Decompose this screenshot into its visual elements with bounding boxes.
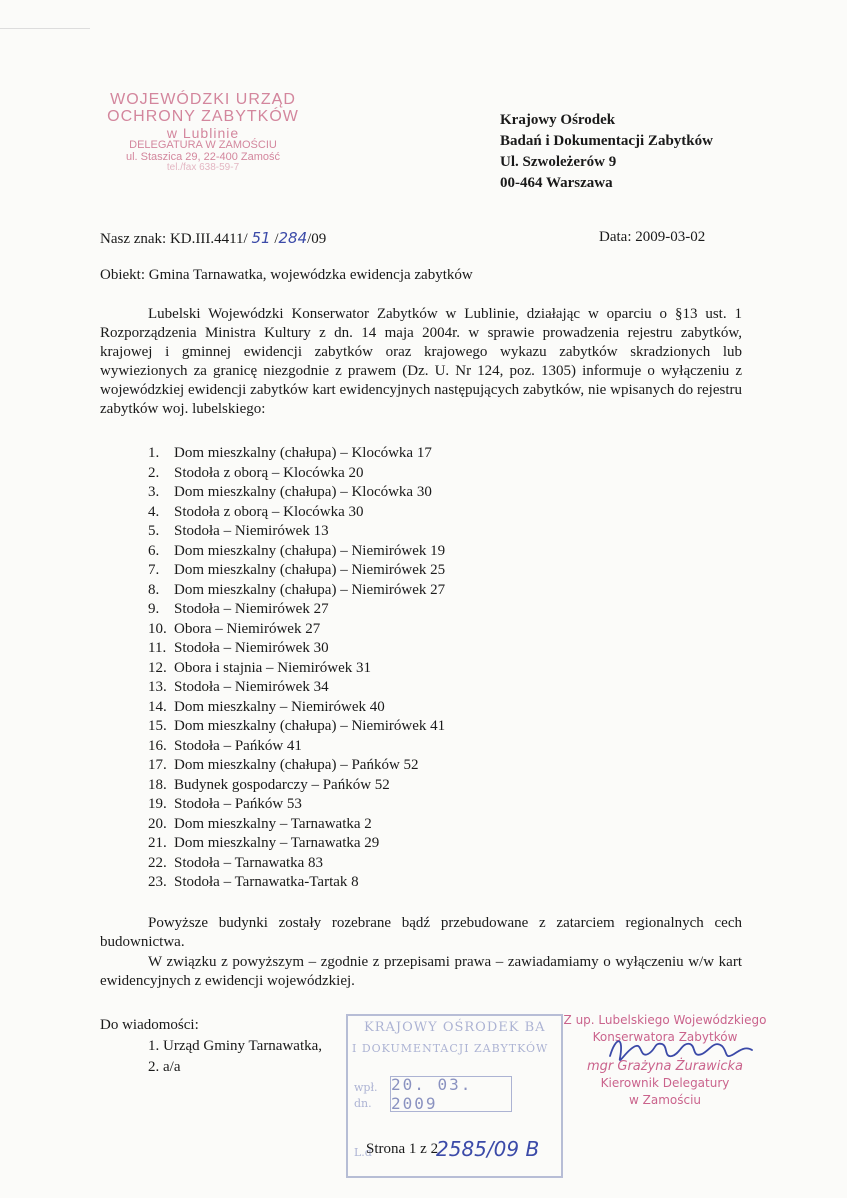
list-item-number: 1. xyxy=(148,445,160,461)
list-item xyxy=(148,522,445,542)
list-item-number: 11. xyxy=(148,640,167,656)
list-item-text: Dom mieszkalny (chałupa) – Niemirówek 41 xyxy=(174,718,446,734)
list-item-text: Stodoła – Tarnawatka 83 xyxy=(174,854,324,871)
recipient-line: Badań i Dokumentacji Zabytków xyxy=(500,133,713,149)
handwritten-registration: 2585/09 B xyxy=(436,1137,540,1161)
list-item-text: Dom mieszkalny – Tarnawatka 29 xyxy=(174,835,380,851)
list-item xyxy=(148,503,445,523)
recipient-line: 00-464 Warszawa xyxy=(500,175,613,191)
list-item-number: 2. xyxy=(148,464,160,481)
closing-paragraph-2: W związku z powyższym – zgodnie z przepisami prawa – zawiadamiamy o wyłączeniu w/w kart ewidencyjnych z ewidencji wojewódzkiej. xyxy=(100,954,742,989)
stamp-line: WOJEWÓDZKI URZĄD xyxy=(110,91,296,108)
recipient-address xyxy=(500,110,713,194)
stamp-line: OCHRONY ZABYTKÓW xyxy=(107,107,299,125)
list-item-number: 13. xyxy=(148,679,167,695)
list-item-text: Stodoła z oborą – Klocówka 20 xyxy=(174,464,364,481)
signature-stamp-line: Z up. Lubelskiego Wojewódzkiego xyxy=(563,1013,767,1027)
reference-handwritten-2: 284 xyxy=(278,229,308,247)
handwritten-signature xyxy=(606,1028,756,1068)
list-item-text: Stodoła – Niemirówek 30 xyxy=(174,640,329,656)
list-item-text: Stodoła – Niemirówek 27 xyxy=(174,601,329,617)
stamp-line: DELEGATURA W ZAMOŚCIU xyxy=(129,139,277,152)
office-stamp xyxy=(83,92,323,174)
list-item-number: 21. xyxy=(148,835,167,851)
receipt-date: 20. 03. 2009 xyxy=(390,1076,512,1112)
reference-handwritten-1: 51 xyxy=(251,229,271,247)
main-paragraph: Lubelski Wojewódzki Konserwator Zabytków w Lublinie, działając w oparciu o §13 ust. 1 Rozporządzenia Ministra Kultury z dn. 14 maja 2004r. w sprawie prowadzenia rejestru zabytków, krajowej i gminnej ewidencji zabytków oraz krajowego wykazu zabytków skradzionych lub wywiezionych za granicę niezgodnie z prawem (Dz. U. Nr 124, poz. 1305) informuje o wyłączeniu z wojewódzkiej ewidencji zabytków kart ewidencyjnych następujących zabytków, nie wpisanych do rejestru zabytków woj. lubelskiego: xyxy=(100,306,742,417)
list-item-number: 18. xyxy=(148,776,167,793)
list-item-text: Budynek gospodarczy – Pańków 52 xyxy=(174,776,390,793)
signature-stamp-line: mgr Grażyna Żurawicka xyxy=(587,1059,743,1074)
list-item xyxy=(148,717,445,737)
list-item xyxy=(148,756,445,776)
list-item xyxy=(148,834,445,854)
list-item xyxy=(148,542,445,562)
list-item-text: Stodoła – Pańków 53 xyxy=(174,796,302,812)
list-item-text: Stodoła – Niemirówek 34 xyxy=(174,679,329,695)
list-item xyxy=(148,620,445,640)
list-item-number: 17. xyxy=(148,757,167,773)
list-item-text: Dom mieszkalny – Niemirówek 40 xyxy=(174,698,385,715)
cc-title: Do wiadomości: xyxy=(100,1017,199,1033)
list-item-number: 7. xyxy=(148,562,160,578)
list-item xyxy=(148,737,445,757)
list-item-text: Dom mieszkalny – Tarnawatka 2 xyxy=(174,815,372,832)
reference-sep: / xyxy=(270,231,279,247)
list-item-text: Dom mieszkalny (chałupa) – Pańków 52 xyxy=(174,757,419,773)
closing-paragraph-1: Powyższe budynki zostały rozebrane bądź przebudowane z zatarciem regionalnych cech budownictwa. xyxy=(100,915,742,950)
list-item-text: Dom mieszkalny (chałupa) – Klocówka 17 xyxy=(174,445,432,461)
signature-stamp-line: w Zamościu xyxy=(628,1093,702,1107)
list-item-text: Obora i stajnia – Niemirówek 31 xyxy=(174,659,372,676)
stamp-line: tel./fax 638-59-7 xyxy=(166,162,240,174)
list-item-text: Stodoła – Tarnawatka-Tartak 8 xyxy=(174,874,359,890)
reference-number xyxy=(100,229,326,248)
list-item-number: 14. xyxy=(148,698,167,715)
list-item-number: 3. xyxy=(148,484,160,500)
list-item-number: 16. xyxy=(148,737,167,754)
list-item-number: 23. xyxy=(148,874,167,890)
margin-mark xyxy=(0,28,90,29)
monument-list xyxy=(148,444,445,893)
list-item-number: 20. xyxy=(148,815,167,832)
list-item-number: 5. xyxy=(148,523,160,539)
list-item xyxy=(148,483,445,503)
reference-suffix: /09 xyxy=(307,231,327,247)
list-item xyxy=(148,854,445,874)
recipient-line: Krajowy Ośrodek xyxy=(500,112,616,128)
receipt-ld-label: L.d xyxy=(354,1146,372,1159)
list-item xyxy=(148,561,445,581)
stamp-line: w Lublinie xyxy=(166,124,240,141)
list-item-number: 9. xyxy=(148,601,160,617)
signature-stamp-line: Kierownik Delegatury xyxy=(600,1076,730,1090)
list-item xyxy=(148,444,445,464)
list-item-number: 12. xyxy=(148,659,167,676)
list-item xyxy=(148,581,445,601)
list-item xyxy=(148,659,445,679)
list-item xyxy=(148,776,445,796)
list-item-text: Stodoła – Pańków 41 xyxy=(174,737,302,754)
list-item-number: 22. xyxy=(148,854,167,871)
list-item xyxy=(148,815,445,835)
list-item-text: Dom mieszkalny (chałupa) – Niemirówek 27 xyxy=(174,581,446,598)
signature-stamp-line: Konserwatora Zabytków xyxy=(592,1030,738,1044)
list-item-text: Dom mieszkalny (chałupa) – Niemirówek 19 xyxy=(174,542,446,559)
list-item xyxy=(148,678,445,698)
receipt-stamp-line: I DOKUMENTACJI ZABYTKÓW xyxy=(352,1042,549,1055)
list-item-number: 6. xyxy=(148,542,160,559)
list-item-number: 19. xyxy=(148,796,167,812)
subject-line: Obiekt: Gmina Tarnawatka, wojewódzka ewidencja zabytków xyxy=(100,267,473,283)
receipt-stamp-line: KRAJOWY OŚRODEK BA xyxy=(364,1020,546,1035)
list-item xyxy=(148,698,445,718)
stamp-line: ul. Staszica 29, 22-400 Zamość xyxy=(125,150,281,163)
cc-item: 1. Urząd Gminy Tarnawatka, xyxy=(148,1038,323,1054)
list-item xyxy=(148,639,445,659)
cc-item: 2. a/a xyxy=(148,1059,181,1075)
recipient-line: Ul. Szwoleżerów 9 xyxy=(500,154,617,170)
receipt-stamp-labels xyxy=(354,1080,378,1112)
list-item xyxy=(148,600,445,620)
list-item xyxy=(148,464,445,484)
receipt-dn-label: dn. xyxy=(354,1097,372,1110)
list-item xyxy=(148,873,445,893)
list-item-number: 15. xyxy=(148,718,167,734)
list-item-text: Stodoła – Niemirówek 13 xyxy=(174,523,329,539)
cc-block xyxy=(100,1015,322,1078)
list-item-number: 10. xyxy=(148,620,167,637)
list-item-number: 4. xyxy=(148,503,160,520)
list-item-number: 8. xyxy=(148,581,160,598)
reference-prefix: Nasz znak: KD.III.4411/ xyxy=(100,231,248,247)
list-item-text: Obora – Niemirówek 27 xyxy=(174,620,321,637)
list-item-text: Stodoła z oborą – Klocówka 30 xyxy=(174,503,364,520)
list-item-text: Dom mieszkalny (chałupa) – Klocówka 30 xyxy=(174,484,432,500)
page-number: Strona 1 z 2 xyxy=(366,1141,439,1157)
list-item xyxy=(148,795,445,815)
document-date: Data: 2009-03-02 xyxy=(599,229,706,245)
receipt-wpl-label: wpł. xyxy=(354,1081,378,1094)
list-item-text: Dom mieszkalny (chałupa) – Niemirówek 25 xyxy=(174,562,446,578)
